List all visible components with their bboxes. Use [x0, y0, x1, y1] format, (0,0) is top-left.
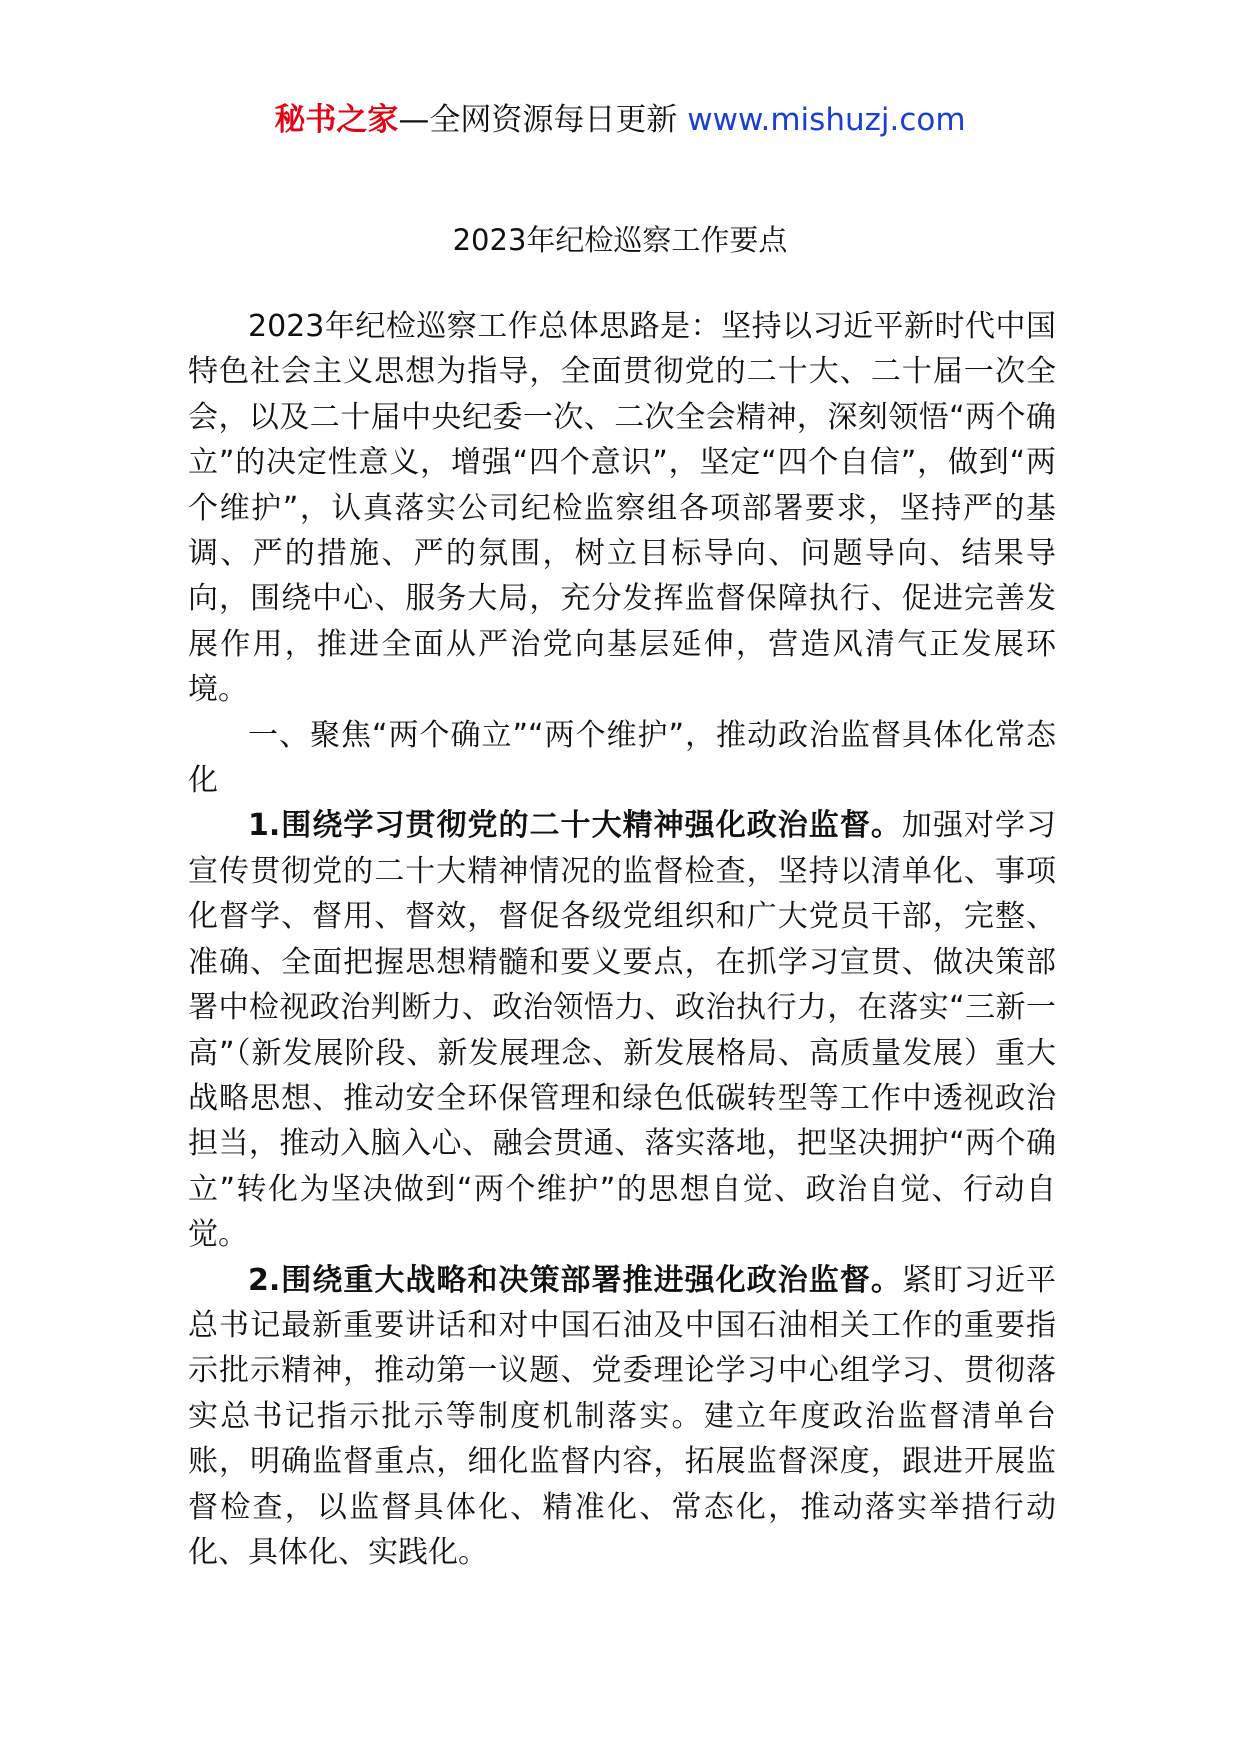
site-url-link[interactable]: www.mishuzj.com — [687, 102, 966, 138]
paragraph-lead: 1.围绕学习贯彻党的二十大精神强化政治监督。 — [248, 808, 902, 844]
site-header — [0, 98, 1240, 142]
paragraph-overview — [188, 304, 1056, 713]
paragraph-item-2 — [188, 1258, 1056, 1576]
document-title: 2023年纪检巡察工作要点 — [452, 223, 788, 257]
paragraph-text: 2023年纪检巡察工作总体思路是：坚持以习近平新时代中国特色社会主义思想为指导，全面贯彻党的二十大、二十届一次全会，以及二十届中央纪委一次、二次全会精神，深刻领悟“两个确立”的决定性意义，增强“四个意识”，坚定“四个自信”，做到“两个维护”，认真落实公司纪检监察组各项部署要求，坚持严的基调、严的措施、严的氛围，树立目标导向、问题导向、结果导向，围绕中心、服务大局，充分发挥监督保障执行、促进完善发展作用，推进全面从严治党向基层延伸，营造风清气正发展环境。 — [188, 309, 1056, 708]
paragraph-lead: 2.围绕重大战略和决策部署推进强化政治监督。 — [248, 1262, 902, 1298]
brand-name: 秘书之家 — [274, 102, 399, 138]
paragraph-text: 紧盯习近平总书记最新重要讲话和对中国石油及中国石油相关工作的重要指示批示精神，推动第一议题、党委理论学习中心组学习、贯彻落实总书记指示批示等制度机制落实。建立年度政治监督清单台账，明确监督重点，细化监督内容，拓展监督深度，跟进开展监督检查，以监督具体化、精准化、常态化，推动落实举措行动化、具体化、实践化。 — [188, 1262, 1056, 1570]
paragraph-text: 一、聚焦“两个确立”“两个维护”，推动政治监督具体化常态化 — [188, 717, 1056, 799]
paragraph-text: 加强对学习宣传贯彻党的二十大精神情况的监督检查，坚持以清单化、事项化督学、督用、督效，督促各级党组织和广大党员干部，完整、准确、全面把握思想精髓和要义要点，在抓学习宣贯、做决策部署中检视政治判断力、政治领悟力、政治执行力，在落实“三新一高”（新发展阶段、新发展理念、新发展格局、高质量发展）重大战略思想、推动安全环保管理和绿色低碳转型等工作中透视政治担当，推动入脑入心、融会贯通、落实落地，把坚决拥护“两个确立”转化为坚决做到“两个维护”的思想自觉、政治自觉、行动自觉。 — [188, 808, 1056, 1253]
section-heading-1 — [188, 713, 1056, 804]
document-body — [188, 304, 1056, 1575]
paragraph-item-1 — [188, 803, 1056, 1257]
header-slogan: —全网资源每日更新 — [398, 102, 688, 138]
